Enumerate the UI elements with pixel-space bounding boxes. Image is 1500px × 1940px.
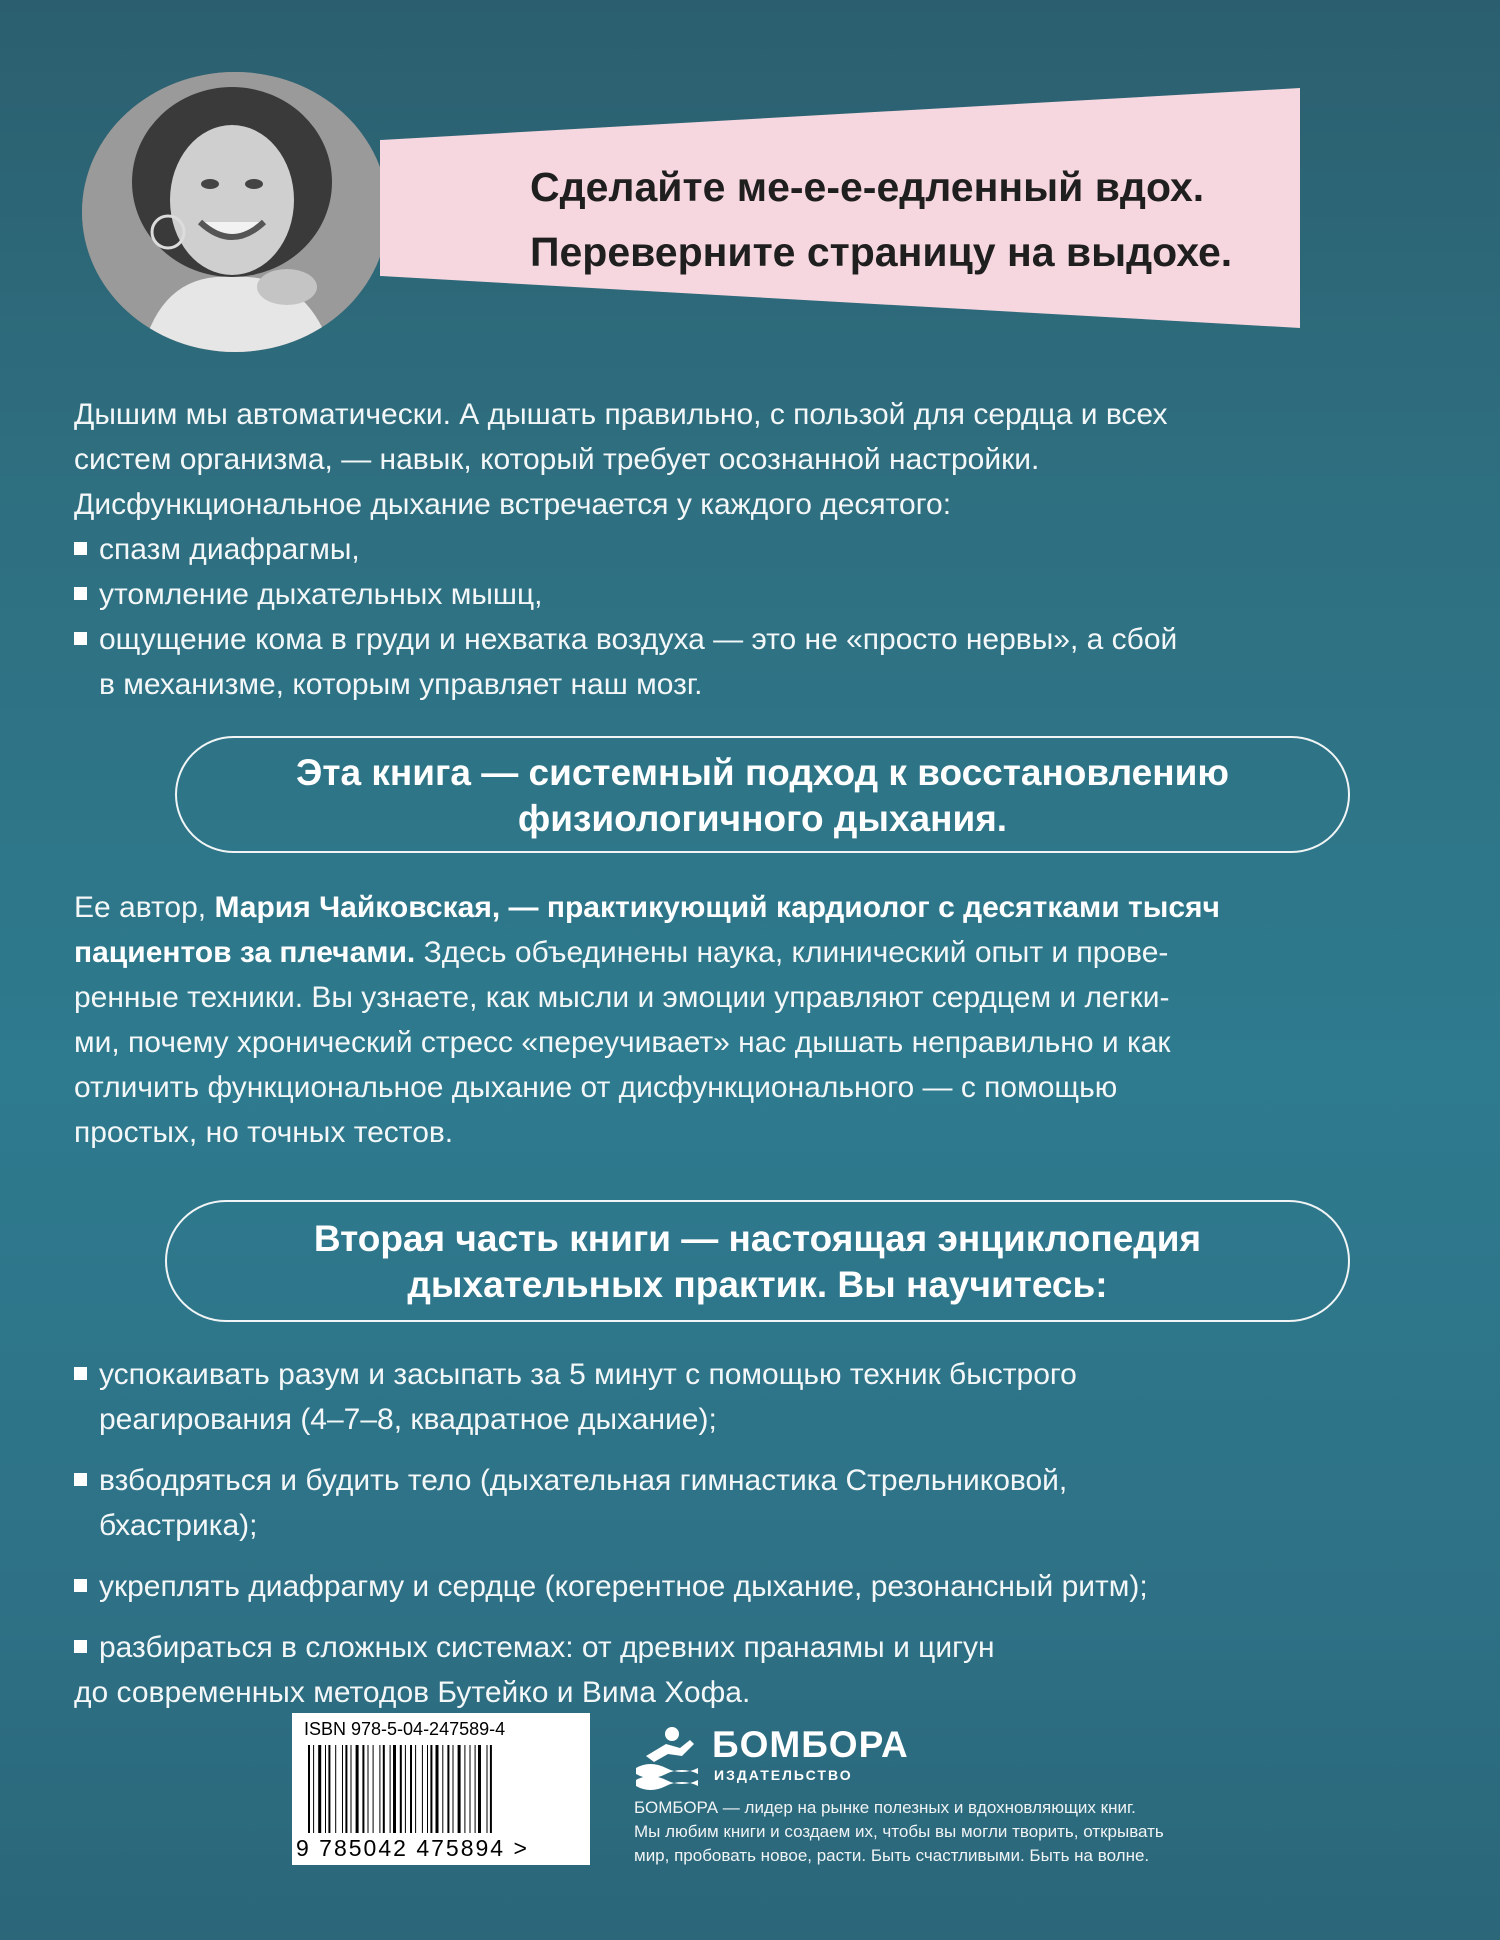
- barcode-icon: [304, 1745, 578, 1835]
- author-line-3: ренные техники. Вы узнаете, как мысли и эмоции управляют сердцем и легки-: [74, 981, 1170, 1014]
- barcode-bar: [410, 1745, 412, 1833]
- publisher-line-2: Мы любим книги и создаем их, чтобы вы могли творить, открывать: [634, 1822, 1164, 1841]
- intro-bullet-2: [74, 572, 1414, 617]
- intro-bullet-3: [74, 617, 1414, 662]
- callout-2-line-2: дыхательных практик. Вы научитесь:: [407, 1264, 1108, 1305]
- author-paragraph: [74, 885, 1404, 1155]
- intro-paragraph: [74, 392, 1414, 707]
- barcode-bar: [342, 1745, 343, 1833]
- barcode-bar: [436, 1745, 439, 1833]
- isbn-label: ISBN 978-5-04-247589-4: [304, 1719, 506, 1739]
- barcode-bar: [325, 1745, 326, 1833]
- barcode-number: 9 785042 475894 >: [296, 1835, 529, 1861]
- barcode-bar: [458, 1745, 461, 1833]
- publisher-description: [634, 1796, 1234, 1868]
- intro-line-3: Дисфункциональное дыхание встречается у каждого десятого:: [74, 488, 952, 521]
- callout-1-line-1: Эта книга — системный подход к восстановлению: [296, 752, 1229, 793]
- bullet-square-icon: [74, 632, 87, 645]
- barcode-bar: [379, 1745, 380, 1833]
- practices-list: [74, 1352, 1414, 1731]
- bullet-square-icon: [74, 1579, 87, 1592]
- practice-2-text-1: взбодряться и будить тело (дыхательная гимнастика Стрельниковой,: [99, 1464, 1068, 1497]
- author-line-2b: Здесь объединены наука, клинический опыт и прове-: [415, 936, 1169, 969]
- practice-1-line-1: [74, 1352, 1414, 1397]
- practice-item-4: [74, 1625, 1414, 1715]
- barcode-bar: [390, 1745, 391, 1833]
- barcode-bar: [373, 1745, 374, 1833]
- barcode-bar: [393, 1745, 396, 1833]
- barcode-bar: [475, 1745, 476, 1833]
- practice-item-3: [74, 1564, 1414, 1609]
- author-name-bold: Мария Чайковская, — практикующий кардиолог с десятками тысяч: [214, 891, 1220, 924]
- bullet-square-icon: [74, 1473, 87, 1486]
- bullet-square-icon: [74, 587, 87, 600]
- practice-1-text-1: успокаивать разум и засыпать за 5 минут с помощью техник быстрого: [99, 1358, 1077, 1391]
- author-line-6: простых, но точных тестов.: [74, 1116, 454, 1149]
- intro-bullet-3-text: ощущение кома в груди и нехватка воздуха — это не «просто нервы», а сбой: [99, 623, 1178, 656]
- bombora-wave-logo-icon: [632, 1722, 704, 1794]
- barcode-bar: [430, 1745, 432, 1833]
- author-line-2: [74, 930, 1404, 975]
- barcode-bar: [422, 1745, 423, 1833]
- intro-bullet-2-text: утомление дыхательных мышц,: [99, 578, 543, 611]
- barcode-bar: [368, 1745, 369, 1833]
- barcode-bar: [335, 1745, 336, 1833]
- author-line-4: ми, почему хронический стресс «переучивает» нас дышать неправильно и как: [74, 1026, 1171, 1059]
- barcode-bar: [490, 1745, 492, 1833]
- practice-4-text-1: разбираться в сложных системах: от древних пранаямы и цигун: [99, 1631, 995, 1664]
- barcode-bar: [400, 1745, 402, 1833]
- barcode-bar: [427, 1745, 428, 1833]
- callout-1-line-2: физиологичного дыхания.: [517, 798, 1008, 839]
- intro-bullet-1-text: спазм диафрагмы,: [99, 533, 360, 566]
- practice-item-2: [74, 1458, 1414, 1548]
- barcode-bar: [487, 1745, 488, 1833]
- publisher-line-3: мир, пробовать новое, расти. Быть счастливыми. Быть на волне.: [634, 1846, 1150, 1865]
- publisher-logo-name: БОМБОРА: [712, 1724, 909, 1765]
- barcode-bar: [313, 1745, 314, 1833]
- bullet-square-icon: [74, 1367, 87, 1380]
- practice-2-line-2: бхастрика);: [99, 1509, 258, 1542]
- callout-2-line-1: Вторая часть книги — настоящая энциклопедия: [313, 1218, 1202, 1259]
- practice-3-line-1: [74, 1564, 1414, 1609]
- barcode-bar: [345, 1745, 347, 1833]
- barcode-bar: [362, 1745, 364, 1833]
- publisher-logo-subtitle: ИЗДАТЕЛЬСТВО: [714, 1767, 853, 1783]
- author-line-5: отличить функциональное дыхание от дисфункционального — с помощью: [74, 1071, 1118, 1104]
- quote-text: [530, 155, 1270, 285]
- author-patients-bold: пациентов за плечами.: [74, 936, 416, 969]
- author-line-1: [74, 885, 1404, 930]
- quote-line-1: Сделайте ме-е-е-едленный вдох.: [530, 164, 1205, 210]
- intro-line-1: Дышим мы автоматически. А дышать правильно, с пользой для сердца и всех: [74, 398, 1168, 431]
- barcode-bar: [453, 1745, 454, 1833]
- quote-line-2: Переверните страницу на выдохе.: [530, 229, 1233, 275]
- barcode-bar: [383, 1745, 385, 1833]
- barcode-bar: [351, 1745, 352, 1833]
- callout-second-part: [165, 1200, 1350, 1322]
- bullet-square-icon: [74, 542, 87, 555]
- barcode-bar: [405, 1745, 406, 1833]
- intro-bullet-3-continuation: в механизме, которым управляет наш мозг.: [99, 668, 703, 701]
- intro-bullet-1: [74, 527, 1414, 572]
- bullet-square-icon: [74, 1640, 87, 1653]
- barcode-bar: [442, 1745, 443, 1833]
- author-line-1a: Ее автор,: [74, 891, 215, 924]
- barcode-bar: [318, 1745, 321, 1833]
- intro-line-2: систем организма, — навык, который требует осознанной настройки.: [74, 443, 1040, 476]
- barcode-bar: [328, 1745, 330, 1833]
- barcode-bar: [464, 1745, 465, 1833]
- barcode-bar: [478, 1745, 481, 1833]
- isbn-barcode-box: [292, 1713, 590, 1865]
- barcode-bar: [447, 1745, 449, 1833]
- barcode-bar: [308, 1745, 310, 1833]
- author-portrait-illustration: [82, 72, 388, 352]
- practice-1-line-2: реагирования (4–7–8, квадратное дыхание);: [99, 1403, 717, 1436]
- practice-4-line-1: [74, 1625, 1414, 1670]
- callout-book-approach: [175, 736, 1350, 853]
- practice-4-line-2: до современных методов Бутейко и Вима Хофа.: [74, 1676, 751, 1709]
- author-photo: [82, 72, 388, 352]
- barcode-bar: [415, 1745, 416, 1833]
- practice-3-text-1: укреплять диафрагму и сердце (когерентное дыхание, резонансный ритм);: [99, 1570, 1148, 1603]
- practice-item-1: [74, 1352, 1414, 1442]
- publisher-line-1: БОМБОРА — лидер на рынке полезных и вдохновляющих книг.: [634, 1798, 1136, 1817]
- barcode-bar: [356, 1745, 359, 1833]
- barcode-bar: [470, 1745, 471, 1833]
- practice-2-line-1: [74, 1458, 1414, 1503]
